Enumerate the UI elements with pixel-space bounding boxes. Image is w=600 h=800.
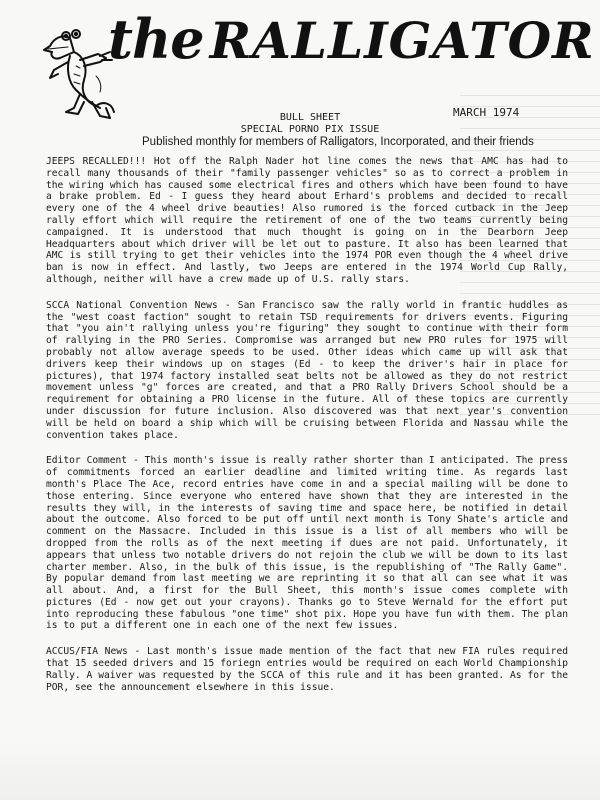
masthead-name: RALLIGATOR	[209, 11, 595, 70]
publication-tagline: Published monthly for members of Ralligators, Incorporated, and their friends	[142, 136, 534, 148]
article-text: San Francisco saw the rally world in frantic huddles as the "west coast faction" sought to retain TSD requirements for drivers events. Figuring that "you ain't rallying unless you're figuring" they sought to continue with their form of rallying in the PRO Series. Compromise was arranged but new PRO rules for 1975 will probably not allow average speeds to be used. Other ideas which came up will ask that drivers keep their windows up on stages (Ed - to keep the driver's hair in place for pictures), that 1974 factory installed seat belts not be allowed as they do not restrict movement unless "g" forces are created, and that a PRO Rally Drivers School should be a requirement for obtaining a PRO license in the future. All of these topics are currently under discussion for future inclusion. Also discovered was that next year's convention will be held on board a ship which will be cruising between Florida and Nassau while the convention takes place.	[46, 299, 568, 441]
article-text: Last month's issue made mention of the fact that new FIA rules required that 15 seeded drivers and 15 foriegn entries would be required on each World Championship Rally. A waiver was requested by the SCCA of this rule and it has been granted. As for the POR, see the announcement elsewhere in this issue.	[46, 646, 569, 693]
article-heading: SCCA National Convention News -	[46, 299, 231, 311]
masthead-the: the	[108, 7, 204, 71]
article-heading: JEEPS RECALLED!!!	[46, 156, 147, 167]
article-editor-comment	[46, 455, 568, 632]
article-heading: ACCUS/FIA News -	[46, 646, 141, 658]
article-accus-fia	[46, 646, 568, 693]
issue-subtitle: SPECIAL PORNO PIX ISSUE	[240, 124, 380, 135]
issue-date: MARCH 1974	[453, 106, 520, 119]
article-heading: Editor Comment -	[46, 455, 139, 467]
article-jeeps-recalled	[46, 156, 568, 286]
article-scca-convention	[46, 300, 568, 442]
article-text: This month's issue is really rather shorter than I anticipated. The press of commitments forced an earlier deadline and limited writing time. As regards last month's Place The Ace, record entries have come in and a special mailing will be done to those entering. Since everyone who entered have shown that they are interested in the results they will, in the interests of saving time and space here, be notified in detail about the outcome. Also forced to be put off until next month is Tony Shate's article and comment on the Massacre. Included in this issue is a list of all members who will be dropped from the rolls as of the next meeting if dues are not paid. Unfortunately, it appears that unless two notable drivers do not rejoin the club we will be down to its last charter member. Also, in the bulk of this issue, is the republishing of "The Rally Game". By popular demand from last meeting we are reprinting it so that all can see what it was all about. And, a first for the Bull Sheet, this month's issue comes complete with pictures (Ed - now get out your crayons). Thanks go to Steve Wernald for the effort put into reproducing these fabulous "one time" shot pix. Hope you have fun with them. The plan is to put a different one in each one of the next few issues.	[46, 455, 568, 632]
masthead-title	[108, 7, 595, 71]
page-bottom-margin	[0, 740, 600, 800]
masthead-subtitle: BULL SHEET	[279, 112, 341, 123]
article-text: Hot off the Ralph Nader hot line comes the news that AMC has had to recall many thousands of their "family passenger vehicles" so as to correct a problem in the wiring which has caused some electrical fires and others which have been found to have a brake problem. Ed - I guess they heard about Erhard's problems and decided to recall every one of the 4 wheel drive beauties! Also rumored is the forced cutback in the Jeep rally effort which will require the retirement of one of the two teams currently being campaigned. It is understood that much thought is going on in the Dearborn Jeep Headquarters about which driver will be let out to pasture. It also has been learned that AMC is still trying to get their vehicles into the 1974 POR even though the 4 wheel drive ban is now in effect. And lastly, two Jeeps are entered in the 1974 World Cup Rally, although, neither will have a crew made up of U.S. rally stars.	[46, 156, 568, 285]
article-body	[46, 156, 568, 707]
